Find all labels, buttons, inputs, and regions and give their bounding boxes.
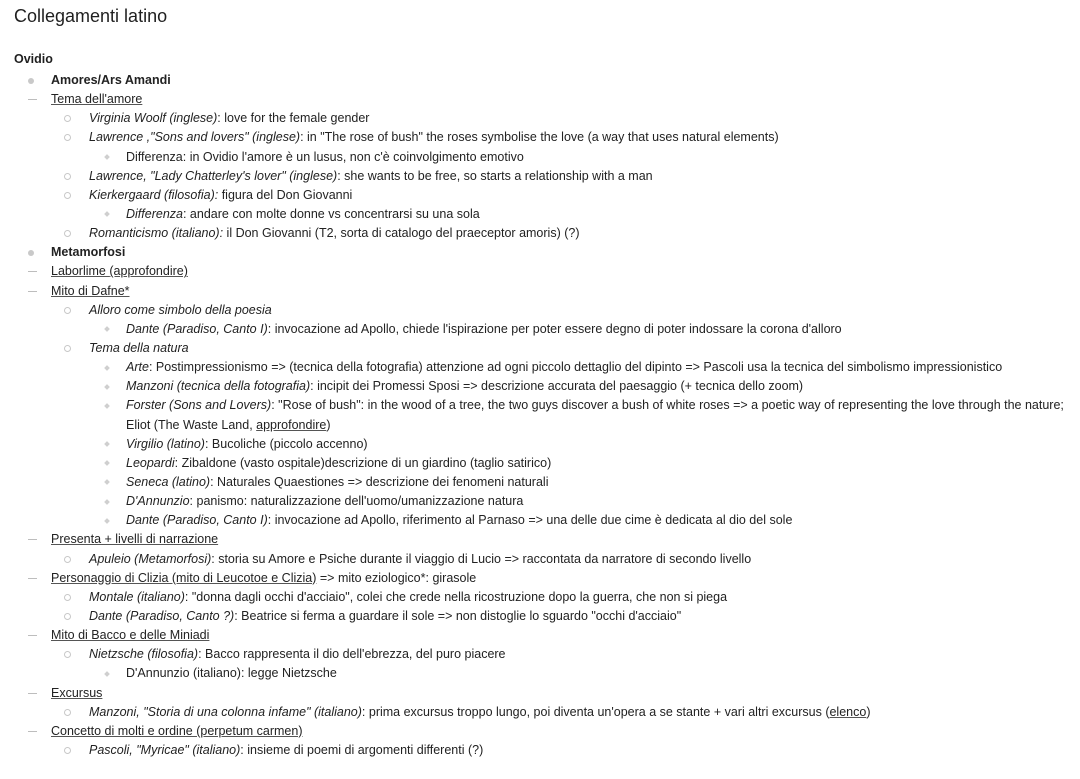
- text-run: Seneca (latino): [126, 474, 211, 489]
- list-item: [0, 320, 1080, 339]
- text-run: Nietzsche (filosofia): [89, 647, 199, 662]
- list-item-text: [126, 475, 548, 489]
- circle-bullet-icon: [64, 192, 71, 199]
- text-run: D'Annunzio (italiano): legge Nietzsche: [126, 666, 337, 681]
- text-run: : panismo: naturalizzazione dell'uomo/umanizzazione natura: [189, 494, 524, 509]
- link-text[interactable]: Laborlime: [51, 264, 110, 279]
- text-run: Pascoli, "Myricae" (italiano): [89, 742, 241, 757]
- text-run: : "donna dagli occhi d'acciaio", colei che crede nella ricostruzione dopo la guerra, che non si piega: [184, 589, 728, 604]
- link-text[interactable]: Mito di Bacco e delle Miniadi: [51, 628, 210, 643]
- text-run: : Naturales Quaestiones => descrizione dei fenomeni naturali: [210, 474, 549, 489]
- list-item: [0, 339, 1080, 358]
- text-run: Lawrence, "Lady Chatterley's lover" (inglese): [89, 168, 338, 183]
- list-item-text: [126, 396, 1066, 434]
- text-run: Apuleio (Metamorfosi): [89, 551, 212, 566]
- list-item: [0, 282, 1080, 301]
- text-run: Virgilio (latino): [126, 436, 205, 451]
- list-item-text: [51, 628, 209, 642]
- list-item-text: [89, 111, 369, 125]
- text-run: : Beatrice si ferma a guardare il sole => non distoglie lo sguardo "occhi d'acciaio": [234, 608, 682, 623]
- list-item: [0, 128, 1080, 147]
- list-item: [0, 511, 1080, 530]
- list-item: [0, 301, 1080, 320]
- list-item-text: [126, 379, 803, 393]
- text-run: : incipit dei Promessi Sposi => descrizione accurata del paesaggio (+ tecnica dello zoom): [310, 379, 804, 394]
- list-item-text: [89, 303, 272, 317]
- text-run: Amores/Ars Amandi: [51, 73, 171, 87]
- list-item: [0, 703, 1080, 722]
- text-run: : Zibaldone (vasto ospitale)descrizione di un giardino (taglio satirico): [174, 455, 552, 470]
- text-run: : andare con molte donne vs concentrarsi su una sola: [182, 206, 480, 221]
- list-item-text: [51, 571, 476, 585]
- diamond-bullet-icon: [104, 499, 110, 505]
- text-run: : in "The rose of bush" the roses symbolise the love (a way that uses natural elements): [300, 130, 779, 145]
- circle-bullet-icon: [64, 651, 71, 658]
- diamond-bullet-icon: [104, 461, 110, 467]
- text-run: : storia su Amore e Psiche durante il viaggio di Lucio => raccontata da narratore di secondo livello: [211, 551, 752, 566]
- text-run: : she wants to be free, so starts a relationship with a man: [337, 168, 653, 183]
- text-run: : insieme di poemi di argomenti differenti (?): [240, 742, 484, 757]
- list-item: [0, 358, 1080, 377]
- text-run: : "Rose of bush": in the wood of a tree, the two guys discover a bush of white roses => a poetic way of representing the love through the nature; Eliot (The Waste Land,: [126, 398, 1064, 432]
- link-text[interactable]: Tema dell'amore: [51, 92, 143, 107]
- list-item-text: [51, 724, 303, 738]
- list-item: [0, 396, 1080, 434]
- list-item-text: [126, 150, 524, 164]
- text-run: ): [866, 704, 871, 719]
- outline-list: [0, 71, 1080, 760]
- text-run: Differenza: in Ovidio l'amore è un lusus, non c'è coinvolgimento emotivo: [126, 149, 524, 164]
- circle-bullet-icon: [64, 747, 71, 754]
- list-item-text: [89, 130, 779, 144]
- dash-bullet-icon: [28, 635, 37, 636]
- list-item-text: [51, 264, 188, 278]
- list-item-text: [89, 609, 681, 623]
- circle-bullet-icon: [64, 173, 71, 180]
- diamond-bullet-icon: [104, 384, 110, 390]
- list-item-text: [51, 532, 218, 546]
- list-item-text: [89, 188, 352, 202]
- text-run: : invocazione ad Apollo, chiede l'ispirazione per poter essere degno di poter indossare la corona d'alloro: [267, 321, 842, 336]
- link-text[interactable]: Excursus: [51, 685, 103, 700]
- text-run: : prima excursus troppo lungo, poi diventa un'opera a se stante + vari altri excursus (: [361, 704, 830, 719]
- diamond-bullet-icon: [104, 671, 110, 677]
- list-item: [0, 492, 1080, 511]
- list-item: [0, 90, 1080, 109]
- dash-bullet-icon: [28, 539, 37, 540]
- list-item-text: [126, 360, 1002, 374]
- dash-bullet-icon: [28, 291, 37, 292]
- list-item-text: [51, 245, 125, 259]
- text-run: : Bacco rappresenta il dio dell'ebrezza, del puro piacere: [198, 647, 506, 662]
- list-item: [0, 377, 1080, 396]
- text-run: ): [326, 417, 331, 432]
- link-text[interactable]: Presenta + livelli di narrazione: [51, 532, 219, 547]
- text-run: : Bucoliche (piccolo accenno): [204, 436, 368, 451]
- text-run: Differenza: [126, 206, 183, 221]
- list-item-text: [89, 590, 727, 604]
- list-item-text: [126, 513, 792, 527]
- text-run: Alloro come simbolo della poesia: [89, 302, 272, 317]
- text-run: : love for the female gender: [217, 111, 370, 126]
- diamond-bullet-icon: [104, 365, 110, 371]
- circle-bullet-icon: [64, 594, 71, 601]
- text-run: Tema della natura: [89, 340, 189, 355]
- text-run: => mito eziologico*: girasole: [316, 570, 477, 585]
- text-run: Lawrence ,"Sons and lovers" (inglese): [89, 130, 301, 145]
- list-item: [0, 473, 1080, 492]
- circle-bullet-icon: [64, 307, 71, 314]
- list-item: [0, 205, 1080, 224]
- list-item-text: [126, 207, 480, 221]
- circle-bullet-icon: [64, 556, 71, 563]
- link-text[interactable]: approfondire: [256, 417, 327, 432]
- text-run: D'Annunzio: [126, 494, 190, 509]
- list-item-text: [89, 705, 871, 719]
- section-heading: Ovidio: [14, 52, 53, 66]
- circle-bullet-icon: [64, 115, 71, 122]
- link-text[interactable]: Personaggio di Clizia (mito di Leucotoe e Clizia): [51, 570, 317, 585]
- text-run: figura del Don Giovanni: [218, 187, 353, 202]
- list-item: [0, 722, 1080, 741]
- text-run: : Postimpressionismo => (tecnica della fotografia) attenzione ad ogni piccolo dettaglio del dipinto => Pascoli usa la tecnica del simbolismo impressionistico: [148, 360, 1003, 375]
- text-run: Dante (Paradiso, Canto I): [126, 321, 268, 336]
- dash-bullet-icon: [28, 99, 37, 100]
- link-text[interactable]: elenco: [829, 704, 867, 719]
- text-run: Metamorfosi: [51, 245, 126, 260]
- list-item: [0, 224, 1080, 243]
- list-item: [0, 645, 1080, 664]
- list-item-text: [89, 647, 506, 661]
- dash-bullet-icon: [28, 578, 37, 579]
- list-item-text: [51, 284, 130, 298]
- text-run: Montale (italiano): [89, 589, 185, 604]
- list-item: [0, 588, 1080, 607]
- list-item-text: [89, 341, 189, 355]
- list-item-text: [89, 743, 483, 757]
- list-item: [0, 664, 1080, 683]
- text-run: Arte: [126, 360, 149, 375]
- list-item: [0, 435, 1080, 454]
- list-item: [0, 626, 1080, 645]
- list-item: [0, 262, 1080, 281]
- diamond-bullet-icon: [104, 212, 110, 218]
- list-item-text: [89, 226, 580, 240]
- list-item: [0, 186, 1080, 205]
- circle-bullet-icon: [64, 345, 71, 352]
- list-item-text: [126, 322, 842, 336]
- circle-bullet-icon: [64, 230, 71, 237]
- list-item: [0, 530, 1080, 549]
- dash-bullet-icon: [28, 731, 37, 732]
- diamond-bullet-icon: [104, 326, 110, 332]
- list-item: [0, 550, 1080, 569]
- dash-bullet-icon: [28, 693, 37, 694]
- list-item-text: [126, 437, 368, 451]
- circle-bullet-icon: [64, 613, 71, 620]
- link-text[interactable]: Concetto di molti e ordine (perpetum carmen): [51, 723, 303, 738]
- text-run: Dante (Paradiso, Canto I): [126, 513, 268, 528]
- list-item: [0, 167, 1080, 186]
- text-run: il Don Giovanni (T2, sorta di catalogo del praeceptor amoris) (?): [223, 226, 580, 241]
- list-item: [0, 569, 1080, 588]
- text-run: Manzoni (tecnica della fotografia): [126, 379, 311, 394]
- text-run: Dante (Paradiso, Canto ?): [89, 608, 235, 623]
- list-item-text: [51, 92, 142, 106]
- circle-bullet-icon: [64, 134, 71, 141]
- text-run: Leopardi: [126, 455, 175, 470]
- list-item: [0, 684, 1080, 703]
- list-item-text: [126, 456, 551, 470]
- dot-bullet-icon: [28, 78, 34, 84]
- list-item-text: [89, 169, 653, 183]
- dash-bullet-icon: [28, 271, 37, 272]
- text-run: Virginia Woolf (inglese): [89, 111, 218, 126]
- text-run: Kierkergaard (filosofia):: [89, 187, 219, 202]
- list-item: [0, 109, 1080, 128]
- diamond-bullet-icon: [104, 480, 110, 486]
- list-item: [0, 243, 1080, 262]
- list-item: [0, 607, 1080, 626]
- page-title: Collegamenti latino: [14, 6, 168, 26]
- text-run: Forster (Sons and Lovers): [126, 398, 272, 413]
- diamond-bullet-icon: [104, 403, 110, 409]
- diamond-bullet-icon: [104, 518, 110, 524]
- link-text[interactable]: (approfondire): [109, 264, 188, 279]
- list-item-text: [89, 552, 751, 566]
- list-item-text: [126, 494, 523, 508]
- list-item: [0, 741, 1080, 760]
- list-item-text: [126, 666, 337, 680]
- text-run: : invocazione ad Apollo, riferimento al Parnaso => una delle due cime è dedicata al dio del sole: [267, 513, 793, 528]
- text-run: Manzoni, "Storia di una colonna infame" (italiano): [89, 704, 362, 719]
- list-item: [0, 148, 1080, 167]
- dot-bullet-icon: [28, 250, 34, 256]
- diamond-bullet-icon: [104, 441, 110, 447]
- list-item-text: [51, 686, 102, 700]
- diamond-bullet-icon: [104, 154, 110, 160]
- link-text[interactable]: Mito di Dafne*: [51, 283, 130, 298]
- list-item: [0, 71, 1080, 90]
- text-run: Romanticismo (italiano):: [89, 226, 224, 241]
- list-item: [0, 454, 1080, 473]
- circle-bullet-icon: [64, 709, 71, 716]
- list-item-text: [51, 73, 171, 87]
